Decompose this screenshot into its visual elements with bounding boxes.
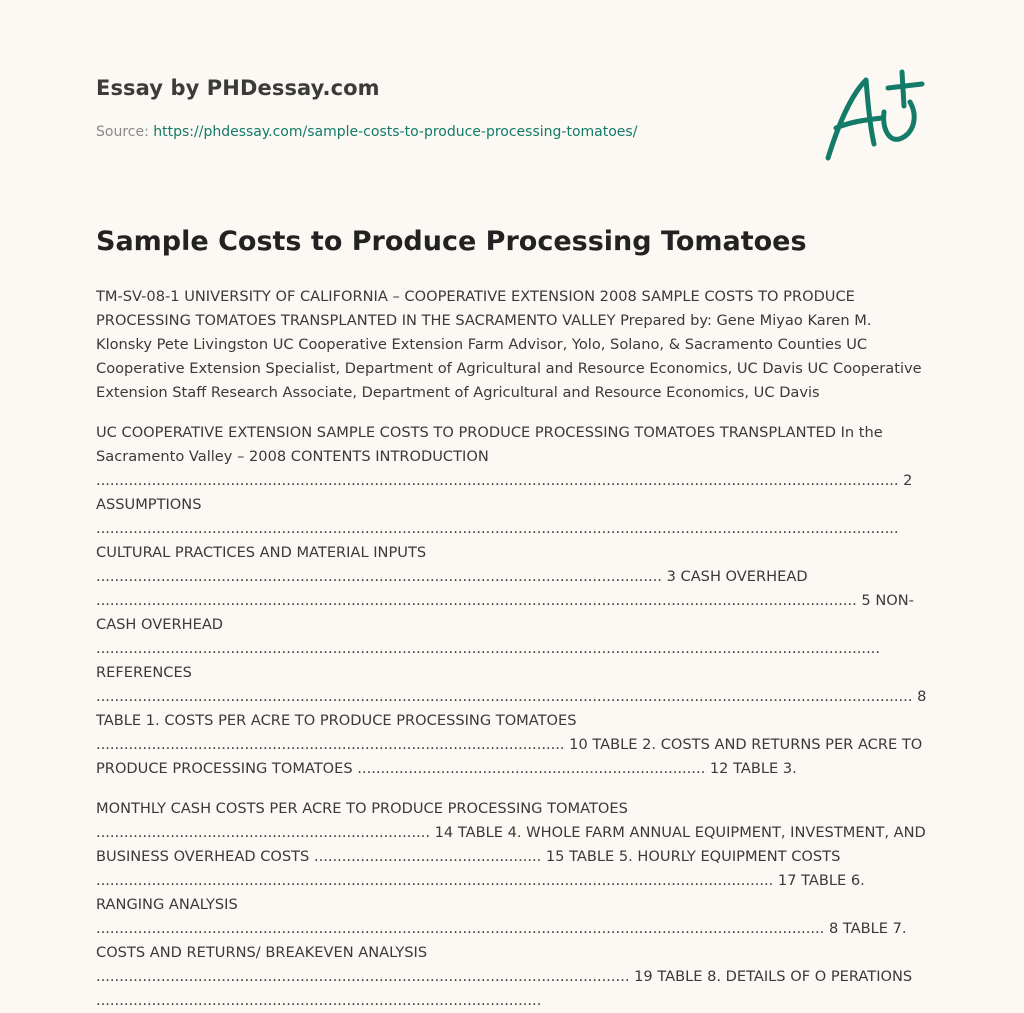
paragraph: MONTHLY CASH COSTS PER ACRE TO PRODUCE PROCESSING TOMATOES ........................................................................ 14 TABLE 4. WHOLE FARM ANNUAL EQUIPMENT, INVESTMENT, AND BUSINESS OVERHEAD COSTS ................................................. 15 TABLE 5. HOURLY EQUIPMENT COSTS .................................................................................................................................................. 17 TABLE 6. RANGING ANALYSIS ............................................................................................................................................................. 8 TABLE 7. COSTS AND RETURNS/ BREAKEVEN ANALYSIS ................................................................................................................... 19 TABLE 8. DETAILS OF O PERATIONS ................................................................................................ [96,800,926,1009]
paragraph: TM-SV-08-1 UNIVERSITY OF CALIFORNIA – COOPERATIVE EXTENSION 2008 SAMPLE COSTS TO PRODUCE PROCESSING TOMATOES TRANSPLANTED IN THE SACRAMENTO VALLEY Prepared by: Gene Miyao Karen M. Klonsky Pete Livingston UC Cooperative Extension Farm Advisor, Yolo, Solano, & Sacramento Counties UC Cooperative Extension Specialist, Department of Agricultural and Resource Economics, UC Davis UC Cooperative Extension Staff Research Associate, Department of Agricultural and Resource Economics, UC Davis [96,288,922,401]
source-line [96,124,637,140]
source-label: Source: [96,124,149,140]
paragraph: UC COOPERATIVE EXTENSION SAMPLE COSTS TO PRODUCE PROCESSING TOMATOES TRANSPLANTED In the Sacramento Valley – 2008 CONTENTS INTRODUCTION ............................................................................................................................................................................. 2 ASSUMPTIONS ............................................................................................................................................................................. CULTURAL PRACTICES AND MATERIAL INPUTS .......................................................................................................................... 3 CASH OVERHEAD .................................................................................................................................................................... 5 NON-CASH OVERHEAD ......................................................................................................................................................................... REFERENCES ................................................................................................................................................................................ 8 TABLE 1. COSTS PER ACRE TO PRODUCE PROCESSING TOMATOES ..................................................................................................... 10 TABLE 2. COSTS AND RETURNS PER ACRE TO PRODUCE PROCESSING TOMATOES ........................................................................... 12 TABLE 3. [96,424,927,777]
page-header [96,0,936,190]
document-title: Sample Costs to Produce Processing Tomatoes [96,226,807,257]
source-link[interactable]: https://phdessay.com/sample-costs-to-produce-processing-tomatoes/ [153,124,638,140]
document-body [96,285,930,1013]
a-plus-logo-icon [822,66,932,166]
brand-name: Essay by PHDessay.com [96,76,380,100]
